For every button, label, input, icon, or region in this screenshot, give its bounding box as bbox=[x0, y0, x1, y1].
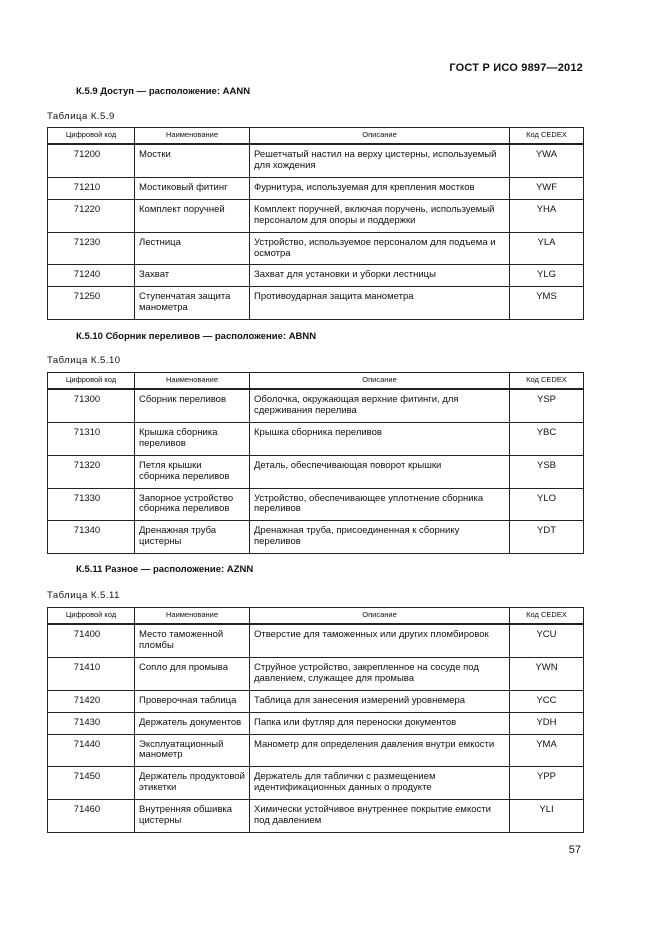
code-cell: 71340 bbox=[48, 521, 135, 554]
code-cell: 71430 bbox=[48, 712, 135, 734]
name-cell: Петля крышки сборника переливов bbox=[135, 455, 250, 488]
cedex-cell: YHA bbox=[510, 199, 584, 232]
table-row bbox=[48, 287, 584, 320]
cedex-cell: YWN bbox=[510, 657, 584, 690]
description-cell: Противоударная защита манометра bbox=[250, 287, 510, 320]
table-row bbox=[48, 422, 584, 455]
table-header-row bbox=[48, 608, 584, 625]
column-header-description: Описание bbox=[250, 373, 510, 390]
description-cell: Крышка сборника переливов bbox=[250, 422, 510, 455]
code-cell: 71420 bbox=[48, 690, 135, 712]
table-caption: Таблица К.5.10 bbox=[47, 355, 121, 366]
description-cell: Устройство, используемое персоналом для подъема и осмотра bbox=[250, 232, 510, 265]
cedex-cell: YDH bbox=[510, 712, 584, 734]
table-k59 bbox=[47, 127, 584, 320]
table-row bbox=[48, 657, 584, 690]
cedex-cell: YDT bbox=[510, 521, 584, 554]
table-row bbox=[48, 455, 584, 488]
section-heading: К.5.10 Сборник переливов — расположение: ABNN bbox=[76, 331, 317, 342]
table-caption: Таблица К.5.11 bbox=[47, 590, 120, 601]
description-cell: Устройство, обеспечивающее уплотнение сборника переливов bbox=[250, 488, 510, 521]
cedex-cell: YSB bbox=[510, 455, 584, 488]
description-cell: Комплект поручней, включая поручень, используемый персоналом для опоры и поддержки bbox=[250, 199, 510, 232]
table-header-row bbox=[48, 373, 584, 390]
table-row bbox=[48, 199, 584, 232]
table-header-row bbox=[48, 128, 584, 145]
name-cell: Место таможенной пломбы bbox=[135, 624, 250, 657]
code-cell: 71210 bbox=[48, 177, 135, 199]
description-cell: Фурнитура, используемая для крепления мостков bbox=[250, 177, 510, 199]
name-cell: Эксплуатационный манометр bbox=[135, 734, 250, 767]
name-cell: Держатель продуктовой этикетки bbox=[135, 767, 250, 800]
page-number: 57 bbox=[568, 844, 581, 856]
description-cell: Отверстие для таможенных или других пломбировок bbox=[250, 624, 510, 657]
code-cell: 71320 bbox=[48, 455, 135, 488]
table-row bbox=[48, 488, 584, 521]
description-cell: Деталь, обеспечивающая поворот крышки bbox=[250, 455, 510, 488]
code-cell: 71250 bbox=[48, 287, 135, 320]
column-header-name: Наименование bbox=[135, 373, 250, 390]
column-header-code: Цифровой код bbox=[48, 128, 135, 145]
table-row bbox=[48, 177, 584, 199]
description-cell: Манометр для определения давления внутри емкости bbox=[250, 734, 510, 767]
code-cell: 71220 bbox=[48, 199, 135, 232]
description-cell: Захват для установки и уборки лестницы bbox=[250, 265, 510, 287]
name-cell: Дренажная труба цистерны bbox=[135, 521, 250, 554]
table-row bbox=[48, 232, 584, 265]
code-cell: 71400 bbox=[48, 624, 135, 657]
table-row bbox=[48, 624, 584, 657]
table-row bbox=[48, 767, 584, 800]
table-caption: Таблица К.5.9 bbox=[47, 111, 115, 122]
name-cell: Лестница bbox=[135, 232, 250, 265]
code-cell: 71310 bbox=[48, 422, 135, 455]
table-row bbox=[48, 144, 584, 177]
name-cell: Захват bbox=[135, 265, 250, 287]
code-cell: 71240 bbox=[48, 265, 135, 287]
description-cell: Решетчатый настил на верху цистерны, используемый для хождения bbox=[250, 144, 510, 177]
code-cell: 71440 bbox=[48, 734, 135, 767]
table-row bbox=[48, 521, 584, 554]
description-cell: Струйное устройство, закрепленное на сосуде под давлением, служащее для промыва bbox=[250, 657, 510, 690]
column-header-cedex: Код CEDEX bbox=[510, 373, 584, 390]
name-cell: Мостиковый фитинг bbox=[135, 177, 250, 199]
name-cell: Мостки bbox=[135, 144, 250, 177]
table-row bbox=[48, 734, 584, 767]
description-cell: Дренажная труба, присоединенная к сборнику переливов bbox=[250, 521, 510, 554]
cedex-cell: YLO bbox=[510, 488, 584, 521]
name-cell: Крышка сборника переливов bbox=[135, 422, 250, 455]
table-row bbox=[48, 690, 584, 712]
name-cell: Ступенчатая защита манометра bbox=[135, 287, 250, 320]
cedex-cell: YMA bbox=[510, 734, 584, 767]
name-cell: Запорное устройство сборника переливов bbox=[135, 488, 250, 521]
table-row bbox=[48, 712, 584, 734]
description-cell: Папка или футляр для переноски документов bbox=[250, 712, 510, 734]
column-header-code: Цифровой код bbox=[48, 373, 135, 390]
table-k511 bbox=[47, 607, 584, 833]
cedex-cell: YSP bbox=[510, 389, 584, 422]
cedex-cell: YWA bbox=[510, 144, 584, 177]
document-title: ГОСТ Р ИСО 9897—2012 bbox=[449, 62, 583, 74]
name-cell: Проверочная таблица bbox=[135, 690, 250, 712]
name-cell: Держатель документов bbox=[135, 712, 250, 734]
table-row bbox=[48, 800, 584, 833]
description-cell: Таблица для занесения измерений уровнемера bbox=[250, 690, 510, 712]
column-header-name: Наименование bbox=[135, 608, 250, 625]
column-header-description: Описание bbox=[250, 128, 510, 145]
column-header-name: Наименование bbox=[135, 128, 250, 145]
cedex-cell: YCU bbox=[510, 624, 584, 657]
section-heading: К.5.11 Разное — расположение: AZNN bbox=[76, 564, 254, 575]
table-k510 bbox=[47, 372, 584, 554]
name-cell: Сопло для промыва bbox=[135, 657, 250, 690]
code-cell: 71460 bbox=[48, 800, 135, 833]
column-header-description: Описание bbox=[250, 608, 510, 625]
table-row bbox=[48, 389, 584, 422]
name-cell: Комплект поручней bbox=[135, 199, 250, 232]
name-cell: Внутренняя обшивка цистерны bbox=[135, 800, 250, 833]
code-cell: 71200 bbox=[48, 144, 135, 177]
code-cell: 71230 bbox=[48, 232, 135, 265]
code-cell: 71330 bbox=[48, 488, 135, 521]
code-cell: 71450 bbox=[48, 767, 135, 800]
cedex-cell: YLI bbox=[510, 800, 584, 833]
cedex-cell: YLA bbox=[510, 232, 584, 265]
cedex-cell: YBC bbox=[510, 422, 584, 455]
cedex-cell: YPP bbox=[510, 767, 584, 800]
description-cell: Химически устойчивое внутреннее покрытие емкости под давлением bbox=[250, 800, 510, 833]
column-header-code: Цифровой код bbox=[48, 608, 135, 625]
description-cell: Оболочка, окружающая верхние фитинги, для сдерживания перелива bbox=[250, 389, 510, 422]
code-cell: 71300 bbox=[48, 389, 135, 422]
cedex-cell: YCC bbox=[510, 690, 584, 712]
description-cell: Держатель для таблички с размещением идентификационных данных о продукте bbox=[250, 767, 510, 800]
table-row bbox=[48, 265, 584, 287]
name-cell: Сборник переливов bbox=[135, 389, 250, 422]
code-cell: 71410 bbox=[48, 657, 135, 690]
column-header-cedex: Код CEDEX bbox=[510, 608, 584, 625]
cedex-cell: YLG bbox=[510, 265, 584, 287]
section-heading: К.5.9 Доступ — расположение: AANN bbox=[76, 86, 251, 97]
cedex-cell: YMS bbox=[510, 287, 584, 320]
column-header-cedex: Код CEDEX bbox=[510, 128, 584, 145]
cedex-cell: YWF bbox=[510, 177, 584, 199]
